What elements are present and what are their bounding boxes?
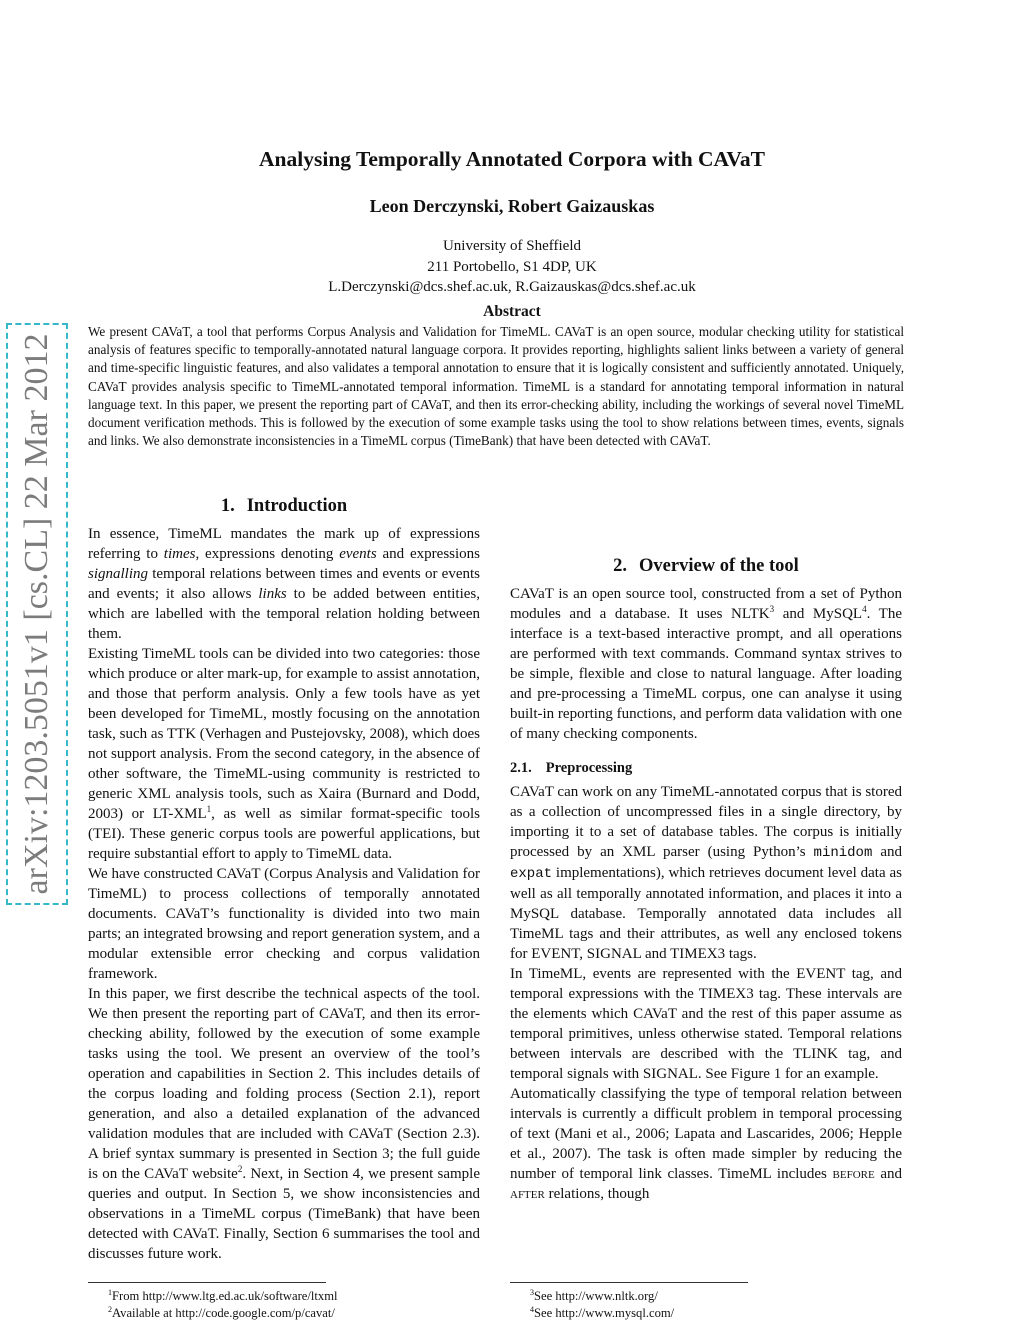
code-minidom: minidom bbox=[813, 845, 873, 861]
section-2-number: 2. bbox=[613, 556, 628, 576]
footnote-ref-4: 4 bbox=[862, 604, 867, 614]
section-1-title: Introduction bbox=[246, 496, 348, 516]
arxiv-stamp: arXiv:1203.5051v1 [cs.CL] 22 Mar 2012 bbox=[18, 333, 55, 895]
footnote-rule-left bbox=[88, 1282, 326, 1283]
preprocessing-paragraph-1: CAVaT can work on any TimeML-annotated corpus that is stored as a collection of uncompressed files in a single directory, by importing it to a set of database tables. The corpus is initially processed by an XML parser (using Python’s minidom and expat implementations), which retrieves document level data as well as all temporally annotated information, and places it into a MySQL database. Temporally annotated data includes all TimeML tags and their attributes, as well any enclosed tokens for EVENT, SIGNAL and TIMEX3 tags. bbox=[510, 784, 902, 962]
affiliation-address: 211 Portobello, S1 4DP, UK bbox=[427, 258, 597, 275]
left-column bbox=[88, 494, 480, 1264]
relation-after: after bbox=[510, 1186, 545, 1202]
footnote-ref-2: 2 bbox=[237, 1164, 243, 1174]
code-expat: expat bbox=[510, 866, 553, 882]
subsection-2-1-title: Preprocessing bbox=[545, 760, 633, 776]
emph-times: times bbox=[163, 546, 196, 562]
emph-signalling: signalling bbox=[88, 566, 149, 582]
paper-title: Analysing Temporally Annotated Corpora with CAVaT bbox=[259, 147, 765, 171]
footnote-1: $^1$From http://www.ltg.ed.ac.uk/software/ltxml bbox=[108, 1287, 338, 1303]
footnotes-right bbox=[510, 1282, 902, 1322]
preprocessing-paragraph-2: In TimeML, events are represented with the EVENT tag, and temporal expressions with the TIMEX3 tag. These intervals are the elements which CAVaT and the rest of this paper assume as temporal primitives, unless otherwise stated. Temporal relations between intervals are described with the TLINK tag, and temporal signals with SIGNAL. See Figure 1 for an example. bbox=[510, 966, 902, 1082]
footnote-ref-3: 3 bbox=[769, 604, 775, 614]
emph-links: links bbox=[258, 586, 287, 602]
overview-paragraph-1: CAVaT is an open source tool, constructed from a set of Python modules and a database. It uses NLTK$^3$ and MySQL$^4$. The interface is a text-based interactive prompt, and all operations are performed with text commands. Command syntax strives to be simple, flexible and close to natural language. After loading and pre-processing a TimeML corpus, one can analyse it using built-in reporting functions, and perform data validation with one of many checking components. bbox=[510, 586, 902, 742]
footnote-2: $^2$Available at http://code.google.com/p/cavat/ bbox=[108, 1304, 335, 1320]
subsection-2-1-heading bbox=[510, 758, 902, 778]
intro-paragraph-4: In this paper, we first describe the technical aspects of the tool. We then present the reporting part of CAVaT, and then its error-checking ability, followed by the execution of some example tasks using the tool. We present an overview of the tool’s operation and capabilities in Section 2. This includes details of the corpus loading and folding process (Section 2.1), report generation, and also a detailed explanation of the advanced validation modules that are included with CAVaT (Section 2.3). A brief syntax summary is presented in Section 3; the full guide is on the CAVaT website$^2$. Next, in Section 4, we present sample queries and output. In Section 5, we show inconsistencies and observations in a TimeML corpus (TimeBank) that have been detected with CAVaT. Finally, Section 6 summarises the tool and discusses future work. bbox=[88, 986, 480, 1262]
affiliation-institution: University of Sheffield bbox=[442, 238, 582, 254]
intro-paragraph-1: In essence, TimeML mandates the mark up of expressions referring to times, expressions denoting events and expressions signalling temporal relations between times and events or events and events; it also allows links to be added between entities, which are labelled with the temporal relation holding between them. bbox=[88, 526, 480, 642]
section-1-number: 1. bbox=[220, 496, 235, 516]
footnote-rule-right bbox=[510, 1282, 748, 1283]
intro-paragraph-3: We have constructed CAVaT (Corpus Analysis and Validation for TimeML) to process collections of temporally annotated documents. CAVaT’s functionality is divided into two main parts; an integrated browsing and report generation system, and a modular extensible error checking and corpus validation framework. bbox=[88, 866, 480, 982]
preprocessing-paragraph-3: Automatically classifying the type of temporal relation between intervals is currently a difficult problem in temporal processing of text (Mani et al., 2006; Lapata and Lascarides, 2006; Hepple et al., 2007). The task is often made simpler by reducing the number of temporal link classes. TimeML includes before and after relations, though bbox=[510, 1086, 902, 1202]
section-1-heading bbox=[88, 494, 480, 518]
abstract-text: We present CAVaT, a tool that performs Corpus Analysis and Validation for TimeML. CAVaT is an open source, modular checking utility for statistical analysis of features specific to temporally-annotated natural language corpora. It provides reporting, highlights salient links between a variety of general and time-specific linguistic features, and also validates a temporal annotation to ensure that it is logically consistent and sufficiently annotated. Uniquely, CAVaT provides analysis specific to TimeML-annotated temporal information. TimeML is a standard for annotating temporal information in natural language text. In this paper, we present the reporting part of CAVaT, and then its error-checking ability, including the workings of several novel TimeML document verification methods. This is followed by the execution of some example tasks using the tool to show relations between times, events, signals and links. We also demonstrate inconsistencies in a TimeML corpus (TimeBank) that have been detected with CAVaT. bbox=[88, 324, 904, 449]
affiliation bbox=[0, 236, 1024, 298]
footnote-ref-1: 1 bbox=[206, 804, 212, 814]
section-2-title: Overview of the tool bbox=[639, 556, 799, 576]
affiliation-emails: L.Derczynski@dcs.shef.ac.uk, R.Gaizauskas@dcs.shef.ac.uk bbox=[328, 279, 696, 295]
abstract-heading: Abstract bbox=[483, 303, 541, 320]
paper-authors: Leon Derczynski, Robert Gaizauskas bbox=[369, 196, 655, 216]
footnote-4: $^4$See http://www.mysql.com/ bbox=[530, 1304, 675, 1320]
section-2-heading bbox=[510, 554, 902, 578]
emph-events: events bbox=[339, 546, 377, 562]
subsection-2-1-number: 2.1. bbox=[510, 760, 532, 776]
right-column bbox=[510, 530, 902, 1204]
footnote-3: $^3$See http://www.nltk.org/ bbox=[530, 1287, 658, 1303]
footnotes-left bbox=[88, 1282, 480, 1322]
relation-before: before bbox=[832, 1166, 875, 1182]
intro-paragraph-2: Existing TimeML tools can be divided into two categories: those which produce or alter mark-up, for example to assist annotation, and those that perform analysis. Only a few tools have as yet been developed for TimeML, mostly focusing on the annotation task, such as TTK (Verhagen and Pustejovsky, 2008), which does not support analysis. From the second category, in the absence of other software, the TimeML-using community is restricted to generic XML analysis tools, such as Xaira (Burnard and Dodd, 2003) or LT-XML$^1$, as well as similar format-specific tools (TEI). These generic corpus tools are powerful applications, but require substantial effort to apply to TimeML data. bbox=[88, 646, 481, 862]
